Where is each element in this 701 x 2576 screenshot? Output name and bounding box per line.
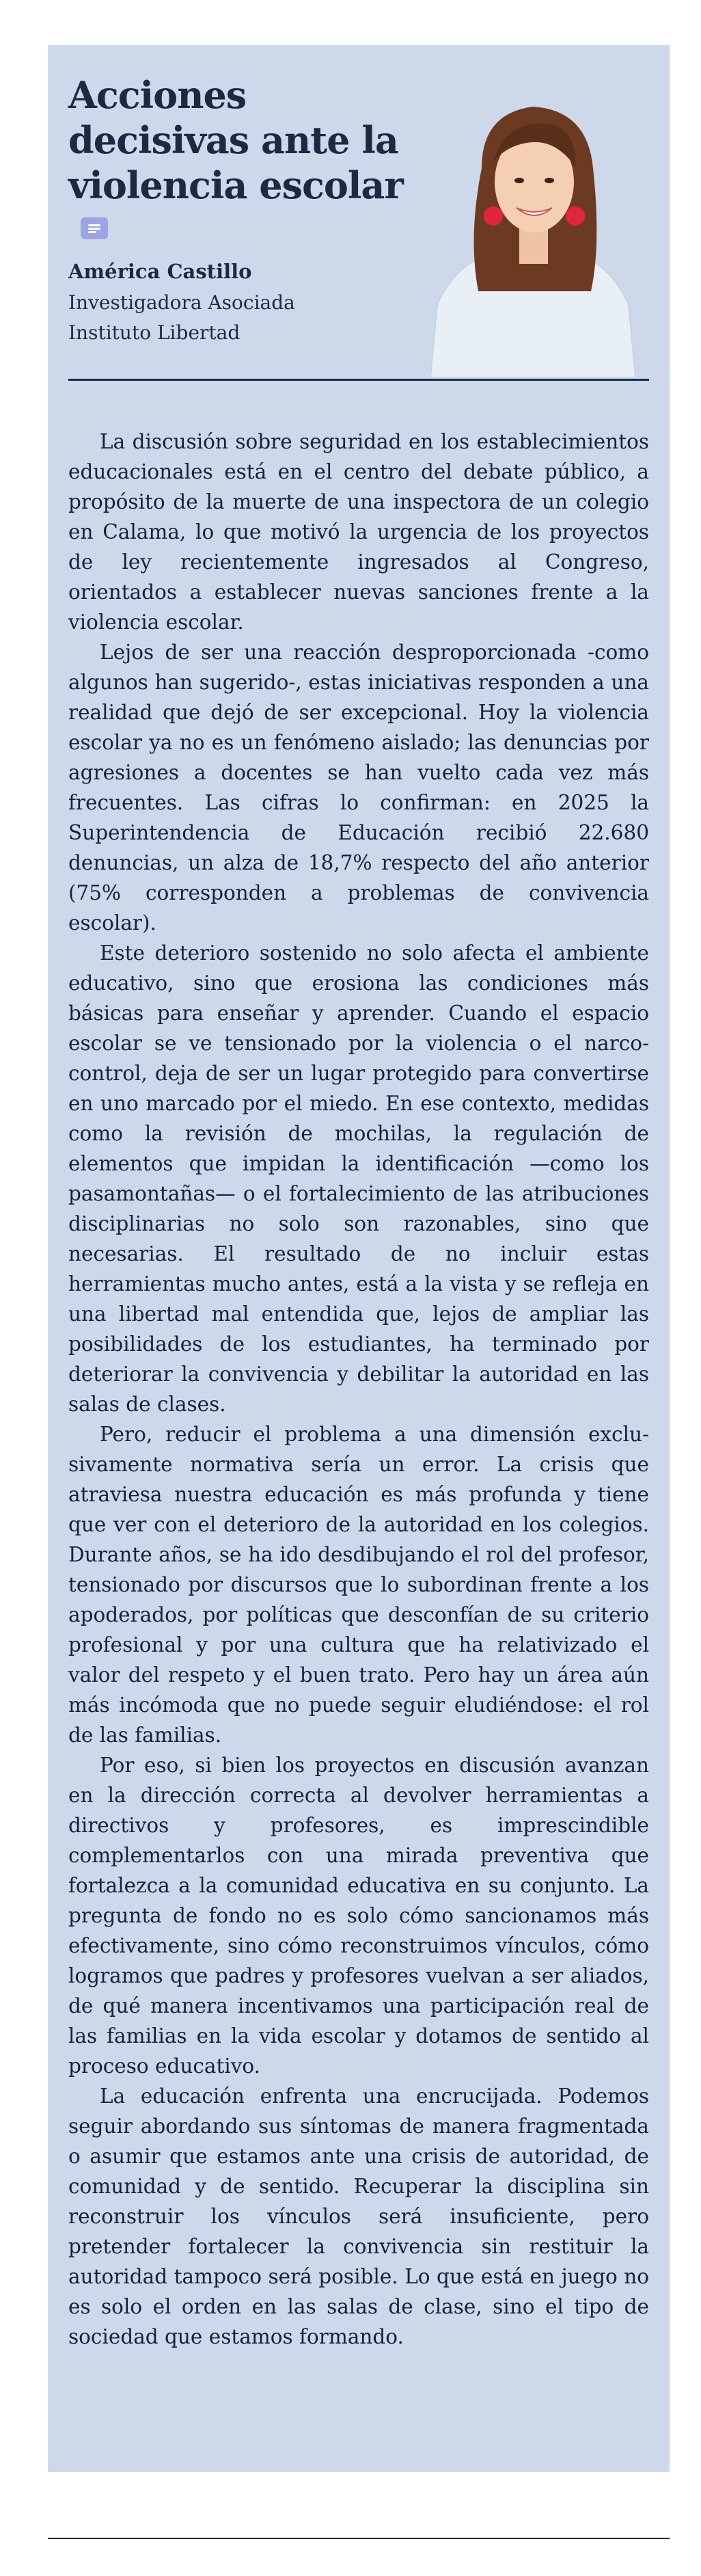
paragraph: Por eso, si bien los proyectos en discusión avanzan en la dirección correcta al devolver herramientas a directivos y profesores, es imprescindible complementarlos con una mirada preventiva que fortalezca a la comunidad educativa en su conjunto. La pregunta de fondo no es solo cómo sancionamos más efectivamente, sino cómo reconstruimos vínculos, cómo logramos que padres y profesores vuelvan a ser aliados, de qué manera incentivamos una participación real de las familias en la vida escolar y dotamos de sentido al proceso educativo. — [68, 1754, 649, 2078]
author-role: Investigadora Asociada — [68, 291, 295, 314]
header-divider — [68, 379, 649, 381]
author-name: América Castillo — [68, 260, 252, 283]
paragraph: Pero, reducir el problema a una dimensión exclusivamente normativa sería un error. La crisis que atraviesa nuestra educación es más profunda y tiene que ver con el deterioro de la autoridad en los colegios. Durante años, se ha ido desdibujando el rol del profesor, tensionado por discursos que lo subordinan frente a los apoderados, por políticas que desconfían de su criterio profesional y por una cultura que ha relativizado el valor del respeto y el buen trato. Pero hay un área aún más incómoda que no puede seguir eludiéndose: el rol de las familias. — [68, 1423, 649, 1747]
article-title — [68, 72, 424, 253]
paragraph: La educación enfrenta una encrucijada. Podemos seguir abordando sus síntomas de manera fragmentada o asumir que estamos ante una crisis de autoridad, de comunidad y de sentido. Recuperar la disciplina sin reconstruir los vínculos será insuficiente, pero pretender fortalecer la convivencia sin restituir la autoridad tampoco será posible. Lo que está en juego no es solo el orden en las salas de clase, sino el tipo de sociedad que estamos formando. — [68, 2084, 649, 2348]
bottom-rule — [48, 2538, 670, 2539]
paragraph: Este deterioro sostenido no solo afecta el ambiente educativo, sino que erosiona las condiciones más básicas para enseñar y aprender. Cuando el espacio escolar se ve tensionado por la violencia o el narco-control, deja de ser un lugar protegido para convertirse en uno marcado por el miedo. En ese contexto, medidas como la revisión de mochilas, la regulación de elementos que impidan la identificación —como los pasamontañas— o el fortalecimiento de las atribuciones disciplinarias no solo son razonables, sino que necesarias. El resultado de no incluir estas herramientas mucho antes, está a la vista y se refleja en una libertad mal entendida que, lejos de ampliar las posibilidades de los estudiantes, ha terminado por deteriorar la convivencia y debilitar la autoridad en las salas de clases. — [68, 941, 649, 1416]
article-body — [68, 427, 649, 2352]
article-title-text: Acciones decisivas ante la violencia escolar — [68, 73, 403, 207]
paragraph: Lejos de ser una reacción desproporcionada -como algunos han sugerido-, estas iniciativas responden a una realidad que dejó de ser excepcional. Hoy la violencia escolar ya no es un fenómeno aislado; las denuncias por agresiones a docentes se han vuelto cada vez más frecuentes. Las cifras lo confirman: en 2025 la Superintendencia de Educación recibió 22.680 denuncias, un alza de 18,7% respecto del año anterior (75% corresponden a problemas de convivencia escolar). — [68, 641, 649, 935]
note-icon[interactable] — [81, 217, 108, 239]
paragraph: La discusión sobre seguridad en los establecimientos educacionales está en el centro del debate público, a propósito de la muerte de una inspectora de un colegio en Calama, lo que motivó la urgencia de los proyectos de ley recientemente ingresados al Congreso, orientados a establecer nuevas sanciones frente a la violencia escolar. — [68, 430, 649, 634]
column-panel — [48, 45, 670, 2472]
author-institution: Instituto Libertad — [68, 321, 240, 344]
author-portrait-icon — [417, 86, 649, 377]
